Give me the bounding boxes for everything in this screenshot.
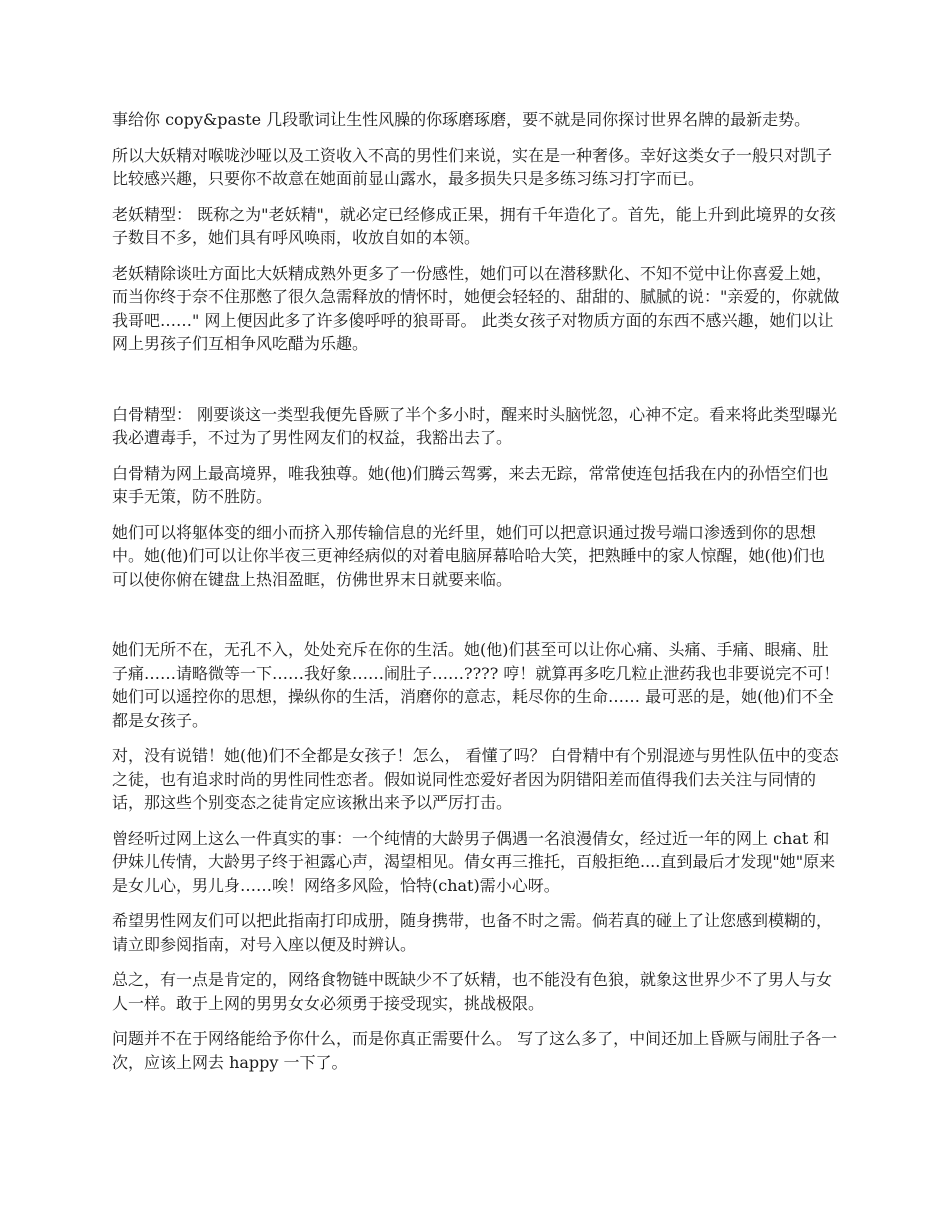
section-spacer (112, 368, 840, 403)
paragraph: 曾经听过网上这么一件真实的事：一个纯情的大龄男子偶遇一名浪漫倩女，经过近一年的网上 chat 和伊妹儿传情，大龄男子终于袒露心声，渴望相见。倩女再三推托，百般拒绝....直到最后才发现"她"原来是女儿心，男儿身……唉！网络多风险，恰特(chat)需小心呀。 (112, 828, 836, 895)
paragraph: 白骨精为网上最高境界，唯我独尊。她(他)们腾云驾雾，来去无踪，常常使连包括我在内的孙悟空们也束手无策，防不胜防。 (112, 463, 829, 506)
paragraph: 老妖精型： 既称之为"老妖精"，就必定已经修成正果，拥有千年造化了。首先，能上升到此境界的女孩子数目不多，她们具有呼风唤雨，收放自如的本领。 (112, 204, 836, 247)
paragraph: 问题并不在于网络能给予你什么，而是你真正需要什么。 写了这么多了，中间还加上昏厥与闹肚子各一次，应该上网去 happy 一下了。 (112, 1029, 838, 1072)
paragraph: 总之，有一点是肯定的，网络食物链中既缺少不了妖精，也不能没有色狼，就象这世界少不了男人与女人一样。敢于上网的男男女女必须勇于接受现实，挑战极限。 (112, 970, 833, 1013)
paragraph: 希望男性网友们可以把此指南打印成册，随身携带，也备不时之需。倘若真的碰上了让您感到模糊的，请立即参阅指南，对号入座以便及时辨认。 (112, 911, 833, 954)
paragraph: 事给你 copy&paste 几段歌词让生性风臊的你琢磨琢磨，要不就是同你探讨世界名牌的最新走势。 (112, 110, 811, 129)
section-spacer (112, 603, 840, 638)
document-body (112, 108, 840, 1086)
paragraph: 老妖精除谈吐方面比大妖精成熟外更多了一份感性，她们可以在潜移默化、不知不觉中让你喜爱上她，而当你终于奈不住那憋了很久急需释放的情怀时，她便会轻轻的、甜甜的、腻腻的说："亲爱的，你就做我哥吧……" 网上便因此多了许多傻呼呼的狼哥哥。 此类女孩子对物质方面的东西不感兴趣，她们以让网上男孩子们互相争风吃醋为乐趣。 (112, 263, 840, 353)
paragraph: 白骨精型： 刚要谈这一类型我便先昏厥了半个多小时，醒来时头脑恍忽，心神不定。看来将此类型曝光我必遭毒手，不过为了男性网友们的权益，我豁出去了。 (112, 404, 838, 447)
paragraph: 对，没有说错！她(他)们不全都是女孩子！怎么， 看懂了吗？ 白骨精中有个别混迹与男性队伍中的变态之徒，也有追求时尚的男性同性恋者。假如说同性恋爱好者因为阴错阳差而值得我们去关注与同情的话，那这些个别变态之徒肯定应该揪出来予以严厉打击。 (112, 746, 839, 812)
paragraph: 所以大妖精对喉咙沙哑以及工资收入不高的男性们来说，实在是一种奢侈。幸好这类女子一般只对凯子比较感兴趣，只要你不故意在她面前显山露水，最多损失只是多练习练习打字而已。 (112, 145, 833, 188)
paragraph: 她们可以将躯体变的细小而挤入那传输信息的光纤里，她们可以把意识通过拨号端口渗透到你的思想中。她(他)们可以让你半夜三更神经病似的对着电脑屏幕哈哈大笑，把熟睡中的家人惊醒，她(他)们也可以使你俯在键盘上热泪盈眶，仿佛世界末日就要来临。 (112, 522, 825, 589)
paragraph: 她们无所不在，无孔不入，处处充斥在你的生活。她(他)们甚至可以让你心痛、头痛、手痛、眼痛、肚子痛……请略微等一下……我好象……闹肚子……???? 哼！就算再多吃几粒止泄药我也非要说完不可！她们可以遥控你的思想，操纵你的生活，消磨你的意志，耗尽你的生命…… 最可恶的是，她(他)们不全都是女孩子。 (112, 640, 840, 730)
